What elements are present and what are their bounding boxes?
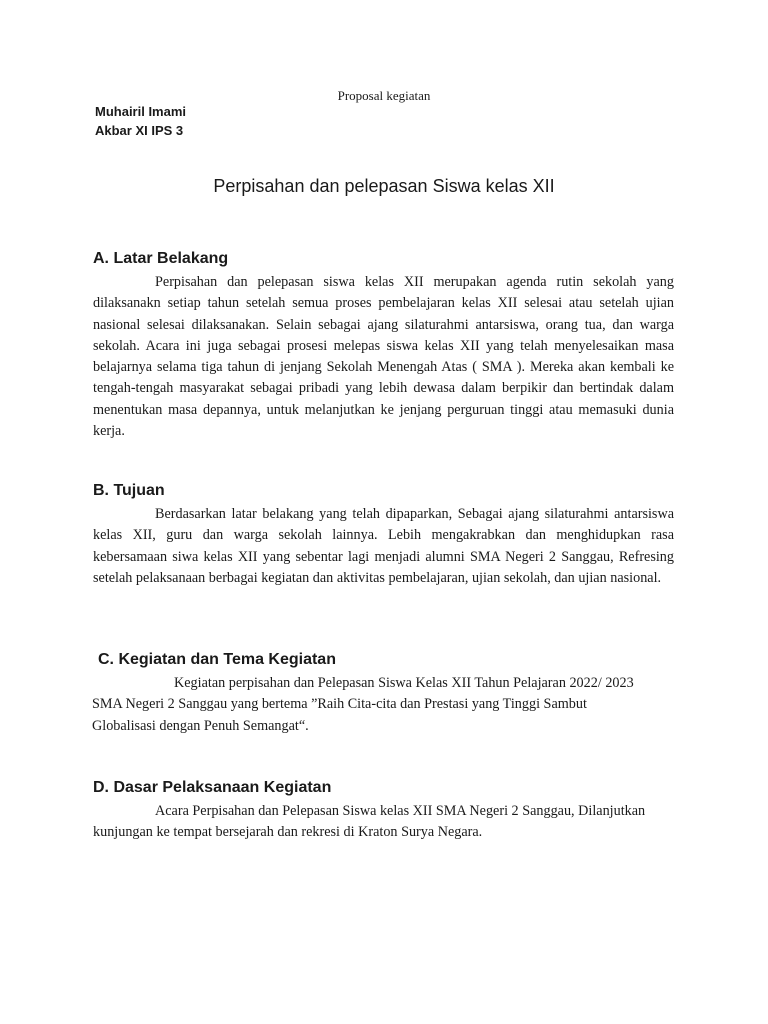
section-body-latar-belakang: Perpisahan dan pelepasan siswa kelas XII merupakan agenda rutin sekolah yang dilaksanakn setiap tahun setelah semua proses pembelajaran kelas XII selesai atau setelah ujian nasional selesai dilaksanakan. Selain sebagai ajang silaturahmi antarsiswa, orang tua, dan warga sekolah. Acara ini juga sebagai prosesi melepas siswa kelas XII yang telah menyelesaikan masa belajarnya selama tiga tahun di jenjang Sekolah Menengah Atas ( SMA ). Mereka akan kembali ke tengah-tengah masyarakat sebagai pribadi yang lebih dewasa dalam berpikir dan bertindak dalam menentukan masa depannya, untuk melanjutkan ke jenjang perguruan tinggi atau memasuki dunia kerja.: [93, 274, 674, 440]
section-heading-tujuan: B. Tujuan: [93, 482, 165, 499]
section-heading-kegiatan-tema: C. Kegiatan dan Tema Kegiatan: [98, 651, 336, 668]
section-body-kegiatan-tema: Kegiatan perpisahan dan Pelepasan Siswa Kelas XII Tahun Pelajaran 2022/ 2023 SMA Negeri 2 Sanggau yang bertema ”Raih Cita-cita dan Prestasi yang Tinggi Sambut Globalisasi dengan Penuh Semangat“.: [92, 675, 634, 734]
document-title: Perpisahan dan pelepasan Siswa kelas XII: [213, 176, 555, 196]
section-body-tujuan: Berdasarkan latar belakang yang telah dipaparkan, Sebagai ajang silaturahmi antarsiswa kelas XII, guru dan warga sekolah lainnya. Lebih mengakrabkan dan menghidupkan rasa kebersamaan siwa kelas XII yang sebentar lagi menjadi alumni SMA Negeri 2 Sanggau, Refresing setelah pelaksanaan berbagai kegiatan dan aktivitas pembelajaran, ujian sekolah, dan ujian nasional.: [93, 506, 674, 586]
author-name: Muhairil Imami: [95, 104, 187, 119]
section-body-dasar-pelaksanaan: Acara Perpisahan dan Pelepasan Siswa kelas XII SMA Negeri 2 Sanggau, Dilanjutkan kunjungan ke tempat bersejarah dan rekresi di Kraton Surya Negara.: [93, 803, 646, 841]
author-class: Akbar XI IPS 3: [95, 123, 184, 138]
section-heading-latar-belakang: A. Latar Belakang: [93, 250, 229, 267]
document-label: Proposal kegiatan: [337, 88, 431, 103]
section-heading-dasar-pelaksanaan: D. Dasar Pelaksanaan Kegiatan: [93, 779, 332, 796]
